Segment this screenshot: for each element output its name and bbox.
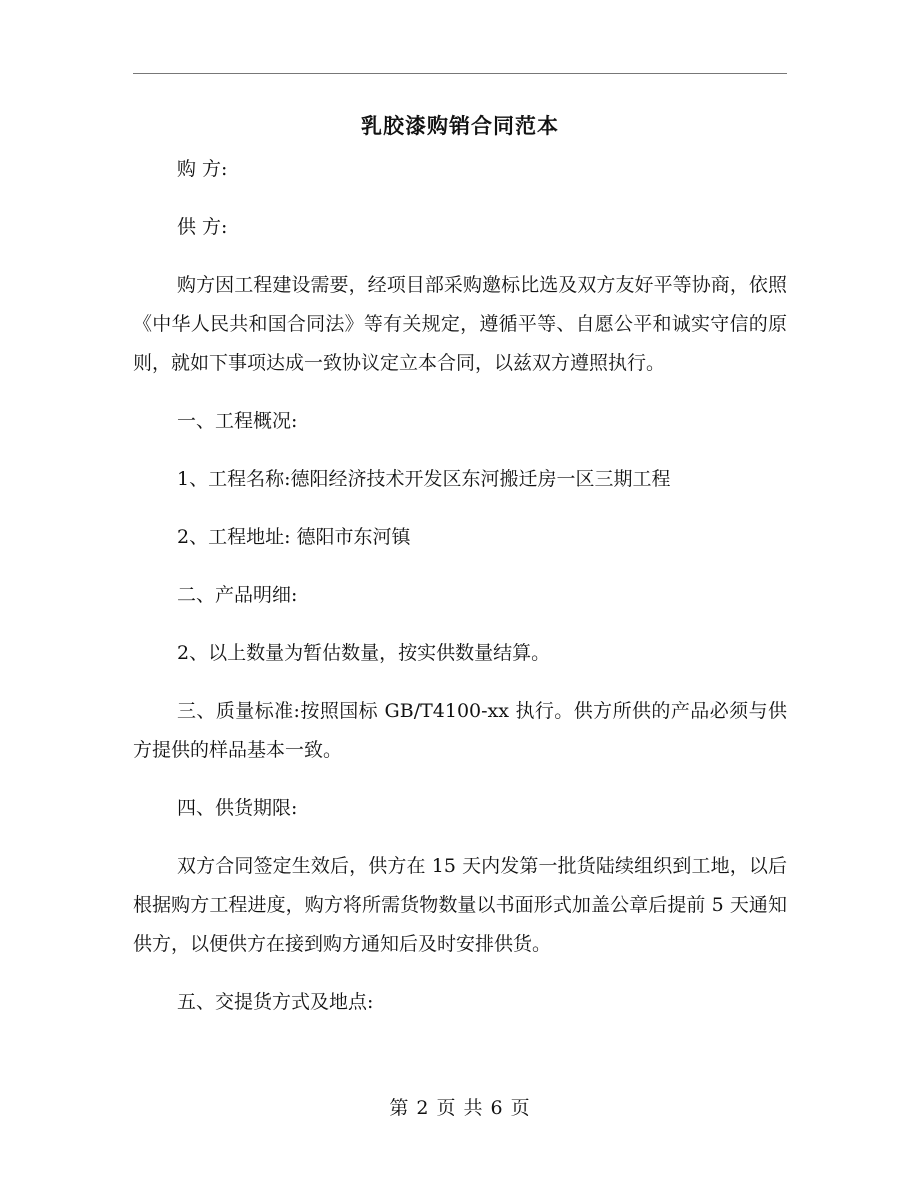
paragraph-quality-standard: 三、质量标准:按照国标 GB/T4100-xx 执行。供方所供的产品必须与供方提供的样品基本一致。	[133, 700, 787, 761]
paragraph-project-name: 1、工程名称:德阳经济技术开发区东河搬迁房一区三期工程	[177, 468, 671, 490]
document-title: 乳胶漆购销合同范本	[361, 113, 559, 138]
section-heading-product-details: 二、产品明细:	[177, 584, 298, 606]
page-footer: 第 2 页 共 6 页	[389, 1097, 531, 1119]
paragraph-preamble: 购方因工程建设需要，经项目部采购邀标比选及双方友好平等协商，依照《中华人民共和国合同法》等有关规定，遵循平等、自愿公平和诚实守信的原则，就如下事项达成一致协议定立本合同，以兹双方遵照执行。	[133, 274, 787, 374]
paragraph-buyer: 购 方:	[177, 158, 228, 180]
header-rule	[133, 73, 787, 74]
section-heading-delivery-method: 五、交提货方式及地点:	[177, 991, 374, 1013]
paragraph-project-address: 2、工程地址: 德阳市东河镇	[177, 526, 411, 548]
section-heading-project-overview: 一、工程概况:	[177, 410, 298, 432]
section-heading-delivery-period: 四、供货期限:	[177, 797, 298, 819]
paragraph-seller: 供 方:	[177, 216, 228, 238]
document-body	[133, 150, 787, 1041]
paragraph-quantity-note: 2、以上数量为暂估数量，按实供数量结算。	[177, 642, 551, 664]
paragraph-delivery-terms: 双方合同签定生效后，供方在 15 天内发第一批货陆续组织到工地，以后根据购方工程进度，购方将所需货物数量以书面形式加盖公章后提前 5 天通知供方，以便供方在接到购方通知后及时安排供货。	[133, 855, 787, 955]
